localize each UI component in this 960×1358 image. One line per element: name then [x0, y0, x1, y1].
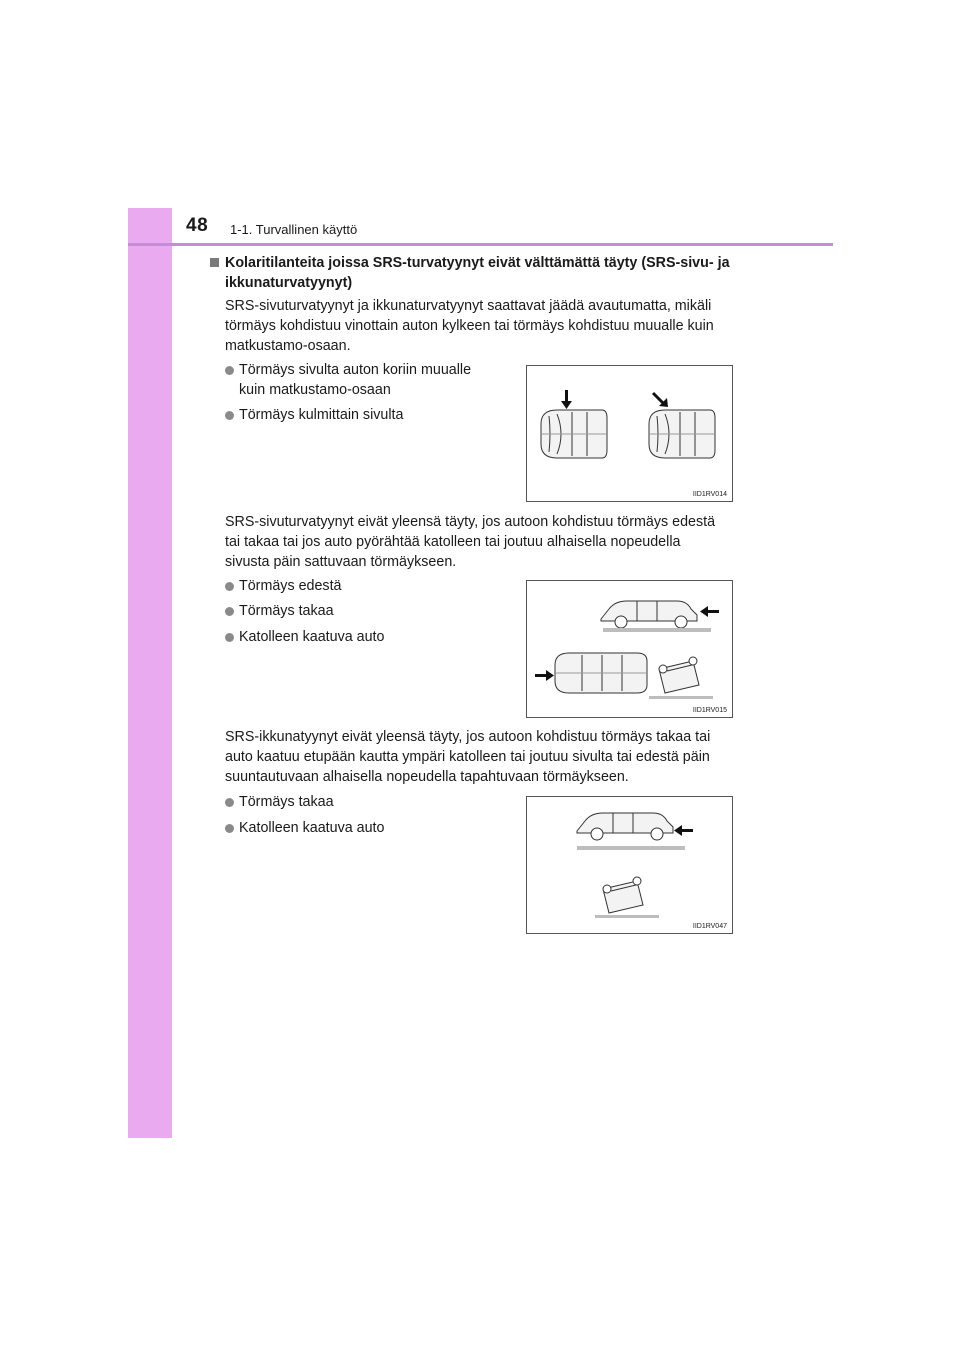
figure-code: IID1RV014 — [692, 491, 727, 498]
suv-side-view — [601, 601, 697, 628]
section-heading-line-1: Kolaritilanteita joissa SRS-turvatyynyt eivät välttämättä täyty (SRS-sivu- ja — [225, 255, 730, 271]
ground-line — [649, 696, 713, 699]
bullet-icon — [225, 366, 234, 375]
para2-line-3: sivusta päin sattuvaan törmäykseen. — [225, 554, 457, 570]
list3-item1: Törmäys takaa — [239, 794, 334, 810]
figure-front-rear-rollover — [526, 580, 733, 718]
figure-code: IID1RV015 — [692, 707, 727, 714]
bullet-icon — [225, 633, 234, 642]
rollover-car — [659, 657, 699, 693]
down-arrow-icon — [561, 390, 572, 409]
list2-item2: Törmäys takaa — [239, 603, 334, 619]
para1-line-2: törmäys kohdistuu vinottain auton kylkeen tai törmäys kohdistuu muualle kuin — [225, 318, 714, 334]
ground-line — [603, 628, 711, 632]
figure-rear-rollover — [526, 796, 733, 934]
side-impact-illustration — [527, 366, 732, 501]
list1-item1-line2: kuin matkustamo-osaan — [239, 382, 391, 398]
bullet-icon — [225, 411, 234, 420]
chapter-side-tab — [128, 208, 172, 1138]
para1-line-1: SRS-sivuturvatyynyt ja ikkunaturvatyynyt saattavat jäädä avautumatta, mikäli — [225, 298, 712, 314]
rollover-car — [603, 877, 643, 913]
front-rear-rollover-illustration — [527, 581, 732, 717]
bullet-icon — [225, 824, 234, 833]
figure-side-impact — [526, 365, 733, 502]
page-number: 48 — [186, 215, 209, 236]
ground-line — [595, 915, 659, 918]
bullet-icon — [225, 582, 234, 591]
rear-rollover-illustration — [527, 797, 732, 933]
para2-line-1: SRS-sivuturvatyynyt eivät yleensä täyty, jos autoon kohdistuu törmäys edestä — [225, 514, 716, 530]
list2-item3: Katolleen kaatuva auto — [239, 629, 385, 645]
header-rule — [128, 243, 833, 246]
suv-side-view — [577, 813, 673, 840]
section-title: 1-1. Turvallinen käyttö — [230, 222, 358, 237]
ground-line — [577, 846, 685, 850]
list3-item2: Katolleen kaatuva auto — [239, 820, 385, 836]
figure-code: IID1RV047 — [692, 923, 727, 930]
diagonal-arrow-icon — [653, 393, 668, 407]
list2-item1: Törmäys edestä — [239, 578, 342, 594]
right-arrow-icon — [535, 670, 554, 681]
car-top-view — [555, 653, 647, 693]
para3-line-3: suuntautuvaan alhaisella nopeudella tapahtuvaan törmäykseen. — [225, 769, 629, 785]
para3-line-2: auto kaatuu etupään kautta ympäri katolleen tai joutuu sivulta tai edestä päin — [225, 749, 710, 765]
left-arrow-icon — [700, 606, 719, 617]
left-arrow-icon — [674, 825, 693, 836]
list1-item2: Törmäys kulmittain sivulta — [239, 407, 404, 423]
para1-line-3: matkustamo-osaan. — [225, 338, 351, 354]
car-top-view-1 — [541, 410, 607, 458]
heading-square-icon — [210, 258, 219, 267]
car-top-view-2 — [649, 410, 715, 458]
section-heading-line-2: ikkunaturvatyynyt) — [225, 275, 353, 291]
para3-line-1: SRS-ikkunatyynyt eivät yleensä täyty, jos autoon kohdistuu törmäys takaa tai — [225, 729, 711, 745]
bullet-icon — [225, 607, 234, 616]
para2-line-2: tai takaa tai jos auto pyörähtää katolleen tai joutuu alhaisella nopeudella — [225, 534, 681, 550]
bullet-icon — [225, 798, 234, 807]
list1-item1-line1: Törmäys sivulta auton koriin muualle — [239, 362, 472, 378]
